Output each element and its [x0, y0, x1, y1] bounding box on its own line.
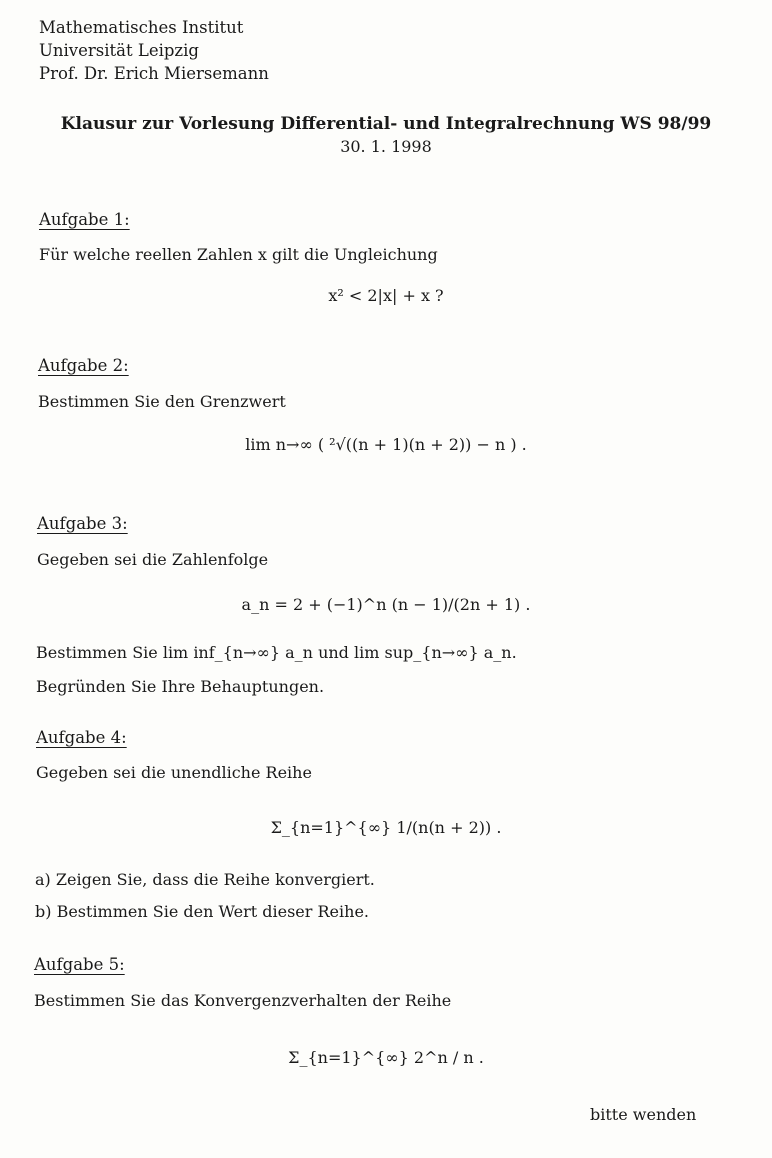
task-4-text: Gegeben sei die unendliche Reihe: [36, 763, 312, 782]
task-5-heading: Aufgabe 5:: [34, 955, 125, 974]
task-4-part-a: a) Zeigen Sie, dass die Reihe konvergiert.: [35, 870, 375, 889]
task-2-heading: Aufgabe 2:: [38, 356, 129, 375]
professor-name: Prof. Dr. Erich Miersemann: [39, 64, 269, 83]
exam-title: Klausur zur Vorlesung Differential- und Integralrechnung WS 98/99: [60, 114, 712, 134]
task-5-formula: Σ_{n=1}^{∞} 2^n / n .: [288, 1048, 484, 1067]
task-5-text: Bestimmen Sie das Konvergenzverhalten der Reihe: [34, 991, 452, 1010]
task-3-formula: a_n = 2 + (−1)^n (n − 1)/(2n + 1) .: [241, 595, 531, 614]
turn-page-note: bitte wenden: [590, 1105, 697, 1124]
task-3-text: Gegeben sei die Zahlenfolge: [37, 550, 269, 569]
task-3-justify: Begründen Sie Ihre Behauptungen.: [36, 677, 325, 696]
institute-name: Mathematisches Institut: [39, 18, 244, 37]
task-1-formula: x² < 2|x| + x ?: [328, 286, 444, 305]
task-2-text: Bestimmen Sie den Grenzwert: [38, 392, 286, 411]
task-1-text: Für welche reellen Zahlen x gilt die Ungleichung: [39, 245, 438, 264]
task-3-question: Bestimmen Sie lim inf_{n→∞} a_n und lim sup_{n→∞} a_n.: [36, 643, 517, 662]
task-4-heading: Aufgabe 4:: [36, 728, 127, 747]
exam-date: 30. 1. 1998: [340, 137, 432, 156]
task-2-formula: lim n→∞ ( ²√((n + 1)(n + 2)) − n ) .: [245, 435, 527, 454]
task-4-part-b: b) Bestimmen Sie den Wert dieser Reihe.: [35, 902, 369, 921]
task-3-heading: Aufgabe 3:: [37, 514, 128, 533]
task-4-formula: Σ_{n=1}^{∞} 1/(n(n + 2)) .: [270, 818, 502, 837]
task-1-heading: Aufgabe 1:: [39, 210, 130, 229]
university-name: Universität Leipzig: [39, 41, 199, 60]
